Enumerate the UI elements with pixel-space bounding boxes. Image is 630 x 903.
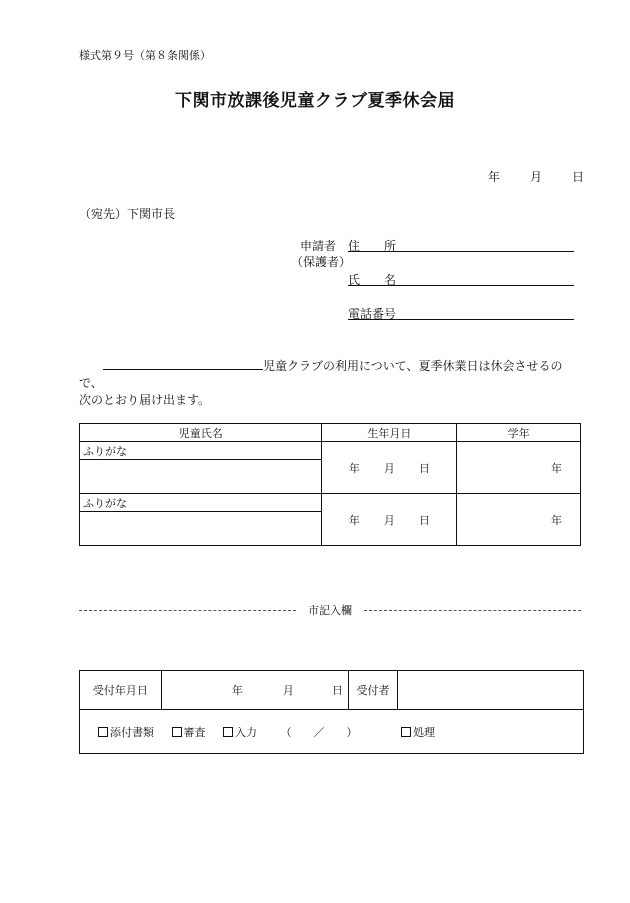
addressee: （宛先）下関市長 — [79, 207, 176, 221]
check-input[interactable] — [223, 726, 257, 739]
birth-day: 日 — [418, 513, 430, 527]
check-attachments[interactable] — [98, 726, 154, 739]
date-day: 日 — [572, 170, 585, 184]
table-header-row — [80, 424, 581, 442]
table-row — [80, 494, 581, 512]
birth-year: 年 — [348, 513, 360, 527]
applicant-label-sub: （保護者） — [291, 255, 352, 269]
input-slash: ／ — [313, 725, 325, 739]
office-table — [79, 670, 584, 754]
office-section-label: 市記入欄 — [308, 604, 352, 617]
applicant-label: 申請者 — [300, 239, 337, 253]
input-paren-open: （ — [280, 725, 292, 739]
date-year: 年 — [488, 170, 501, 184]
checks-cell — [80, 710, 584, 754]
received-date-label: 受付年月日 — [80, 671, 162, 710]
name-field[interactable] — [348, 271, 574, 286]
grade-cell[interactable]: 年 — [457, 442, 581, 494]
children-table — [79, 423, 581, 546]
phone-field[interactable] — [348, 305, 574, 320]
birth-month: 月 — [383, 461, 395, 475]
header-child-name: 児童氏名 — [80, 424, 322, 442]
grade-cell[interactable]: 年 — [457, 494, 581, 546]
birth-year: 年 — [348, 461, 360, 475]
input-paren-close: ） — [346, 725, 358, 739]
header-birthdate: 生年月日 — [322, 424, 457, 442]
check-review-label: 審査 — [183, 725, 206, 739]
office-section-divider — [79, 602, 581, 618]
checkbox-icon — [98, 727, 108, 737]
table-row — [80, 442, 581, 460]
check-review[interactable] — [172, 726, 206, 739]
check-process-label: 処理 — [413, 725, 435, 739]
receiver-label: 受付者 — [348, 671, 398, 710]
office-row-received — [80, 671, 584, 710]
received-month: 月 — [282, 684, 294, 697]
furigana-cell[interactable]: ふりがな — [80, 494, 322, 512]
club-name-blank[interactable] — [103, 357, 263, 370]
checkbox-icon — [172, 727, 182, 737]
page-title: 下関市放課後児童クラブ夏季休会届 — [175, 91, 455, 111]
check-input-label: 入力 — [235, 725, 257, 739]
phone-label: 電話番号 — [348, 307, 397, 321]
date-month: 月 — [530, 170, 543, 184]
birthdate-cell[interactable] — [322, 494, 457, 546]
body-text — [79, 357, 584, 409]
form-id: 様式第９号（第８条関係） — [79, 49, 211, 62]
birthdate-cell[interactable] — [322, 442, 457, 494]
checkbox-icon — [223, 727, 233, 737]
child-name-cell[interactable] — [80, 512, 322, 546]
name-label: 氏 名 — [348, 273, 397, 287]
child-name-cell[interactable] — [80, 460, 322, 494]
birth-month: 月 — [383, 513, 395, 527]
address-field[interactable] — [348, 237, 574, 252]
checkbox-icon — [401, 727, 411, 737]
received-date-cell[interactable] — [161, 671, 348, 710]
body-line2: 次のとおり届け出ます。 — [79, 393, 211, 407]
divider-line-left — [79, 610, 296, 611]
office-row-checks — [80, 710, 584, 754]
divider-line-right — [364, 610, 581, 611]
birth-day: 日 — [418, 461, 430, 475]
furigana-cell[interactable]: ふりがな — [80, 442, 322, 460]
received-year: 年 — [231, 684, 243, 697]
receiver-cell[interactable] — [398, 671, 584, 710]
address-label: 住 所 — [348, 239, 397, 253]
body-line1: 児童クラブの利用について、夏季休業日は休会させるので、 — [79, 359, 563, 390]
received-day: 日 — [331, 684, 343, 697]
header-grade: 学年 — [457, 424, 581, 442]
check-process[interactable] — [401, 726, 435, 739]
check-attachments-label: 添付書類 — [110, 725, 154, 739]
